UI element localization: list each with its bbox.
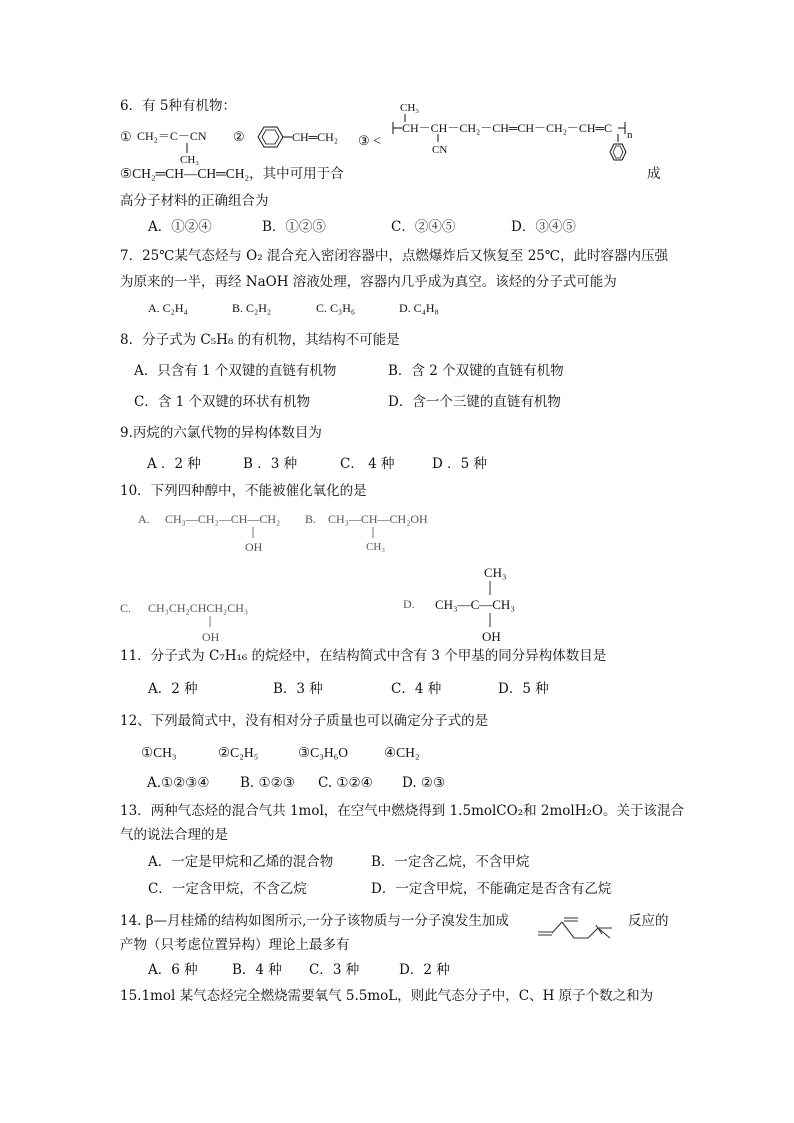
q14-line1: 14. β—月桂烯的结构如图所示,一分子该物质与一分子溴发生加成 [120, 913, 509, 929]
q8-option-a: A．只含有 1 个双键的直链有机物 [134, 363, 337, 379]
q12-option-b: B. ①②③ [240, 775, 295, 791]
myrcene-structure-icon [530, 910, 620, 950]
q9-option-b: B ．3 种 [243, 456, 298, 472]
q10-b-ch3: CH₃ [366, 541, 386, 553]
q7-option-c: C. C₃H₆ [316, 301, 356, 315]
q7-option-b: B. C₂H₂ [232, 301, 272, 315]
q6-cheng: 成 [647, 166, 661, 182]
q10-d-label: D. [403, 597, 415, 611]
q6-option-a: A．①②④ [148, 219, 212, 235]
q9-option-a: A ．2 种 [147, 456, 201, 472]
q12-option-d: D. ②③ [402, 775, 446, 791]
q9-option-d: D ．5 种 [432, 456, 487, 472]
q13-option-a: A．一定是甲烷和乙烯的混合物 [148, 854, 334, 870]
q13-line1: 13．两种气态烃的混合气共 1mol，在空气中燃烧得到 1.5molCO₂和 2molH₂O。关于该混合 [120, 803, 684, 819]
q14-line2: 产物（只考虑位置异构）理论上最多有 [120, 937, 350, 953]
q6-m2-num: ② [233, 129, 245, 144]
q7-option-a: A. C₂H₄ [148, 301, 188, 315]
q10-a-label: A. [138, 512, 150, 526]
q12-item-4: ④CH₂ [384, 745, 420, 760]
q9-option-c: C． 4 种 [340, 456, 395, 472]
q10-c-chain: CH₃CH₂CHCH₂CH₃ [148, 601, 249, 615]
q8-option-c: C．含 1 个双键的环状有机物 [134, 394, 311, 410]
q14-option-b: B．4 种 [232, 962, 282, 978]
q6-option-c: C．②④⑤ [391, 219, 456, 235]
q13-option-d: D．一定含甲烷，不能确定是否含有乙烷 [371, 881, 612, 897]
q6-m1-num: ① [120, 129, 132, 144]
q14-option-d: D．2 种 [399, 962, 450, 978]
q10-b-chain: CH₃—CH—CH₂OH [328, 512, 428, 526]
q11-option-c: C．4 种 [391, 681, 442, 697]
q10-stem: 10．下列四种醇中，不能被催化氧化的是 [120, 483, 367, 499]
q7-option-d: D. C₄H₈ [399, 301, 439, 315]
q6-stem: 6．有 5种有机物： [120, 98, 236, 114]
q15-line1: 15.1mol 某气态烃完全燃烧需要氧气 5.5moL，则此气态分子中，C、H 原子个数之和为 [120, 988, 654, 1004]
q7-line1: 7．25℃某气态烃与 O₂ 混合充入密闭容器中，点燃爆炸后又恢复至 25℃，此时容器内压强 [120, 248, 669, 264]
q6-m5: ⑤CH₂═CH—CH═CH₂，其中可用于合 [120, 166, 344, 181]
q11-stem: 11．分子式为 C₇H₁₆ 的烷烃中，在结构简式中含有 3 个甲基的同分异构体数目是 [120, 648, 607, 664]
q10-a-oh: OH [245, 540, 263, 554]
q6-m3-n: n [627, 129, 633, 141]
q6-m2-group: CH═CH₂ [292, 130, 339, 144]
q6-m1-sub: CH₃ [180, 154, 200, 166]
q14-option-a: A．6 种 [148, 962, 198, 978]
q6-line2: 高分子材料的正确组合为 [120, 193, 269, 209]
q14-option-c: C．3 种 [309, 962, 360, 978]
q6-option-d: D．③④⑤ [511, 219, 576, 235]
q11-option-b: B．3 种 [273, 681, 323, 697]
svg-text:<: < [373, 134, 381, 149]
q10-a-chain: CH₃—CH₂—CH—CH₂ [165, 512, 281, 526]
q7-line2: 为原来的一半，再经 NaOH 溶液处理，容器内几乎成为真空。该烃的分子式可能为 [120, 274, 617, 290]
q6-m1-main: CH₂＝C－CN [137, 129, 207, 143]
q6-m3-num: ③ [358, 133, 370, 148]
q10-d-chain: CH₃—C—CH₃ [435, 597, 515, 612]
q11-option-a: A．2 种 [148, 681, 198, 697]
q10-b-label: B. [305, 512, 317, 526]
q6-m3-chain: CH－CH－CH₂－CH═CH－CH₂－CH═C [402, 121, 613, 135]
q10-d-top: CH₃ [484, 565, 507, 580]
q9-stem: 9.丙烷的六氯代物的异构体数目为 [120, 425, 322, 441]
q10-c-label: C. [120, 601, 132, 615]
q11-option-d: D．5 种 [498, 681, 549, 697]
q12-option-c: C. ①②④ [318, 775, 373, 791]
q6-option-b: B．①②⑤ [262, 219, 326, 235]
q12-stem: 12、下列最简式中，没有相对分子质量也可以确定分子式的是 [120, 713, 489, 729]
q8-stem: 8．分子式为 C₅H₈ 的有机物，其结构不可能是 [120, 332, 400, 348]
q6-m3-top: CH₃ [400, 102, 420, 114]
q8-option-b: B．含 2 个双键的直链有机物 [388, 363, 564, 379]
q12-item-3: ③C₃H₆O [298, 745, 349, 760]
q14-line1-end: 反应的 [628, 913, 669, 929]
q13-option-c: C．一定含甲烷，不含乙烷 [148, 881, 307, 897]
q10-c-oh: OH [202, 630, 220, 644]
q13-option-b: B．一定含乙烷，不含甲烷 [371, 854, 530, 870]
q12-item-2: ②C₂H₅ [218, 745, 259, 760]
q8-option-d: D．含一个三键的直链有机物 [388, 394, 561, 410]
q12-item-1: ①CH₃ [141, 745, 177, 760]
q12-option-a: A.①②③④ [147, 775, 210, 791]
q10-d-oh: OH [482, 629, 501, 644]
q13-line2: 气的说法合理的是 [120, 827, 228, 843]
q6-m3-cn: CN [432, 144, 448, 156]
